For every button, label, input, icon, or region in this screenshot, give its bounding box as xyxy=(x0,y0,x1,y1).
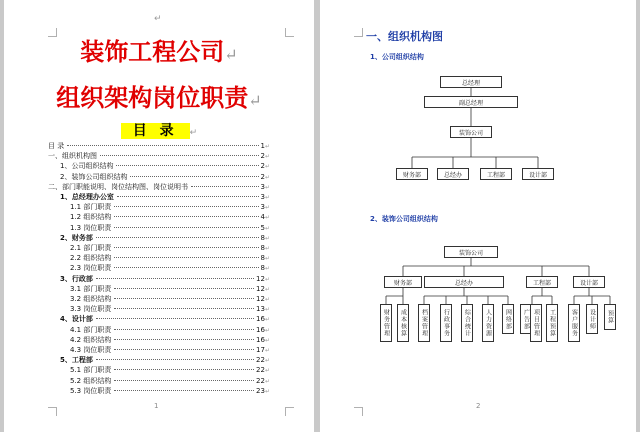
role-box: 设计师 xyxy=(586,304,598,334)
toc-entry-page: 8 xyxy=(260,264,265,273)
toc-leader-dots xyxy=(96,237,259,238)
org-box-finance: 财务部 xyxy=(396,168,428,180)
toc-entry-page: 2 xyxy=(260,152,265,161)
crop-mark xyxy=(285,407,294,416)
org-chart-connectors xyxy=(320,0,636,432)
toc-entry[interactable] xyxy=(60,161,270,171)
page-number: 2 xyxy=(476,402,481,410)
toc-entry-title: 2、装饰公司组织结构 xyxy=(60,172,128,181)
toc-leader-dots xyxy=(114,308,254,309)
paragraph-mark-icon: ↵ xyxy=(264,357,270,365)
toc-leader-dots xyxy=(114,206,258,207)
role-box: 财务管理 xyxy=(380,304,392,342)
paragraph-mark-icon: ↵ xyxy=(224,45,238,64)
paragraph-mark-icon: ↵ xyxy=(189,128,198,138)
paragraph-mark-icon: ↵ xyxy=(264,245,270,252)
paragraph-mark-icon: ↵ xyxy=(264,204,270,212)
org-box-engineering: 工程部 xyxy=(480,168,512,180)
toc-entry[interactable] xyxy=(70,284,270,294)
paragraph-mark-icon: ↵ xyxy=(264,336,270,344)
toc-entry[interactable] xyxy=(70,386,270,396)
toc-leader-dots xyxy=(114,227,258,228)
paragraph-mark-icon: ↵ xyxy=(264,214,270,222)
toc-leader-dots xyxy=(114,216,258,217)
toc-entry-page: 13 xyxy=(256,305,265,314)
toc-leader-dots xyxy=(114,380,254,381)
toc-entry[interactable] xyxy=(60,314,270,324)
toc-leader-dots xyxy=(67,145,258,146)
toc-entry-title: 1.2 组织结构 xyxy=(70,213,112,222)
toc-entry-page: 16 xyxy=(256,335,265,344)
toc-leader-dots xyxy=(114,390,254,391)
toc-entry[interactable] xyxy=(70,376,270,386)
toc-entry-title: 3.3 岗位职责 xyxy=(70,305,112,314)
org-box-design: 设计部 xyxy=(573,276,605,288)
toc-entry-title: 1.3 岗位职责 xyxy=(70,223,112,232)
org-box-general-manager: 总经理 xyxy=(440,76,502,88)
role-box: 行政事务 xyxy=(440,304,452,342)
document-page-2 xyxy=(320,0,636,432)
toc-entry[interactable] xyxy=(70,335,270,345)
toc-entry-page: 2 xyxy=(260,162,265,171)
toc-entry-title: 目 录 xyxy=(48,142,65,150)
role-box: 成本核算 xyxy=(397,304,409,342)
toc-entry-page: 4 xyxy=(260,213,265,222)
toc-entry[interactable] xyxy=(60,274,270,284)
toc-entry[interactable] xyxy=(60,233,270,243)
section-heading: 一、组织机构图 xyxy=(366,30,443,43)
toc-entry-page: 8 xyxy=(260,233,265,242)
toc-entry[interactable] xyxy=(48,141,270,151)
toc-entry-page: 12 xyxy=(256,295,265,303)
toc-leader-dots xyxy=(96,278,254,279)
org-box-decoration-company: 装饰公司 xyxy=(444,246,498,258)
paragraph-mark-icon: ↵ xyxy=(264,367,270,375)
toc-entry-page: 22 xyxy=(256,366,265,375)
role-box: 预算 xyxy=(604,304,616,330)
crop-mark xyxy=(48,407,57,416)
toc-entry-page: 2 xyxy=(260,172,265,181)
paragraph-mark-icon: ↵ xyxy=(264,224,270,232)
paragraph-mark-icon: ↵ xyxy=(264,183,270,191)
toc-leader-dots xyxy=(114,339,254,340)
paragraph-mark-icon: ↵ xyxy=(264,143,270,150)
toc-entry[interactable] xyxy=(70,202,270,212)
toc-entry[interactable] xyxy=(60,355,270,365)
toc-entry-title: 5、工程部 xyxy=(60,356,93,365)
toc-leader-dots xyxy=(114,349,254,350)
toc-leader-dots xyxy=(114,267,258,268)
toc-entry-page: 3 xyxy=(260,182,265,191)
toc-heading: 目 录 ↵ xyxy=(4,120,314,140)
org-box-engineering: 工程部 xyxy=(526,276,558,288)
paragraph-mark-icon: ↵ xyxy=(264,316,270,324)
toc-entry-page: 22 xyxy=(256,356,265,365)
toc-entry[interactable] xyxy=(48,182,270,192)
toc-entry-title: 2.3 岗位职责 xyxy=(70,264,112,273)
toc-entry-page: 17 xyxy=(256,346,265,354)
toc-leader-dots xyxy=(114,369,254,370)
toc-leader-dots xyxy=(114,329,254,330)
subsection-heading-decoration-structure: 2、装饰公司组织结构 xyxy=(370,215,438,223)
toc-entry-title: 3、行政部 xyxy=(60,274,93,283)
toc-entry-page: 8 xyxy=(260,244,265,252)
toc-entry-title: 5.3 岗位职责 xyxy=(70,386,112,395)
paragraph-mark-icon: ↵ xyxy=(264,347,270,354)
paragraph-mark-icon: ↵ xyxy=(264,377,270,385)
toc-entry-title: 4.2 组织结构 xyxy=(70,335,112,344)
paragraph-mark-icon: ↵ xyxy=(248,91,262,110)
paragraph-mark-icon: ↵ xyxy=(264,326,270,334)
toc-entry-title: 2.2 组织结构 xyxy=(70,254,112,263)
toc-entry[interactable] xyxy=(70,365,270,375)
toc-entry-title: 4.3 岗位职责 xyxy=(70,346,112,354)
toc-entry-title: 1.1 部门职责 xyxy=(70,203,112,212)
toc-entry-title: 一、组织机构图 xyxy=(48,152,97,161)
subsection-heading-company-structure: 1、公司组织结构 xyxy=(370,53,424,61)
toc-leader-dots xyxy=(100,155,259,156)
toc-entry[interactable] xyxy=(70,263,270,273)
role-box: 档案管理 xyxy=(418,304,430,342)
page-number: 1 xyxy=(154,402,159,410)
toc-entry[interactable] xyxy=(48,151,270,161)
toc-entry[interactable] xyxy=(70,304,270,314)
toc-leader-dots xyxy=(191,186,259,187)
toc-entry-title: 1、公司组织结构 xyxy=(60,162,114,171)
toc-entry-page: 12 xyxy=(256,284,265,293)
paragraph-mark-icon: ↵ xyxy=(264,163,270,171)
toc-leader-dots xyxy=(114,288,254,289)
toc-leader-dots xyxy=(116,165,258,166)
toc-leader-dots xyxy=(114,298,254,299)
document-subtitle: 组织架构岗位职责↵ xyxy=(56,83,262,112)
toc-entry-page: 23 xyxy=(256,386,265,395)
org-box-admin-office: 总经办 xyxy=(437,168,469,180)
toc-leader-dots xyxy=(130,176,258,177)
paragraph-mark-icon: ↵ xyxy=(264,275,270,283)
org-box-admin-office: 总经办 xyxy=(424,276,504,288)
toc-leader-dots xyxy=(117,196,259,197)
toc-entry-title: 4.1 部门职责 xyxy=(70,325,112,334)
toc-entry[interactable] xyxy=(70,325,270,335)
org-box-decoration-company: 装饰公司 xyxy=(450,126,492,138)
toc-entry-title: 4、设计部 xyxy=(60,315,93,324)
toc-entry-page: 5 xyxy=(260,223,265,232)
paragraph-mark-icon: ↵ xyxy=(264,234,270,242)
toc-entry[interactable] xyxy=(70,253,270,263)
toc-entry-page: 3 xyxy=(260,203,265,212)
paragraph-mark-icon: ↵ xyxy=(264,285,270,293)
toc-leader-dots xyxy=(96,318,254,319)
document-page-1 xyxy=(4,0,314,432)
toc-entry-page: 12 xyxy=(256,274,265,283)
toc-entry[interactable] xyxy=(60,192,270,202)
org-box-design: 设计部 xyxy=(522,168,554,180)
role-box: 工程预算 xyxy=(546,304,558,342)
role-box: 综合统计 xyxy=(461,304,473,342)
toc-leader-dots xyxy=(114,257,258,258)
paragraph-mark-icon: ↵ xyxy=(154,14,162,24)
toc-entry-page: 8 xyxy=(260,254,265,263)
paragraph-mark-icon: ↵ xyxy=(264,306,270,314)
role-box: 人力资源 xyxy=(482,304,494,342)
toc-entry[interactable] xyxy=(70,294,270,304)
paragraph-mark-icon: ↵ xyxy=(264,153,270,161)
org-box-finance: 财务部 xyxy=(384,276,422,288)
toc-entry[interactable] xyxy=(60,172,270,182)
toc-entry-title: 2、财务部 xyxy=(60,233,93,242)
role-box: 客户服务 xyxy=(568,304,580,342)
paragraph-mark-icon: ↵ xyxy=(264,194,270,201)
paragraph-mark-icon: ↵ xyxy=(264,255,270,263)
toc-entry-page: 3 xyxy=(260,193,265,201)
toc-leader-dots xyxy=(96,359,254,360)
toc-entry-page: 22 xyxy=(256,376,265,385)
toc-entry[interactable] xyxy=(70,243,270,253)
toc-leader-dots xyxy=(114,247,258,248)
role-box: 网络部 xyxy=(502,304,514,334)
toc-entry-page: 16 xyxy=(256,315,265,324)
org-box-deputy-manager: 副总经理 xyxy=(424,96,518,108)
paragraph-mark-icon: ↵ xyxy=(264,173,270,181)
paragraph-mark-icon: ↵ xyxy=(264,265,270,273)
toc-entry[interactable] xyxy=(70,223,270,233)
role-box: 项目管理 xyxy=(530,304,542,342)
toc-entry-page: 1 xyxy=(260,142,265,150)
toc-entry-title: 3.1 部门职责 xyxy=(70,284,112,293)
toc-entry-title: 5.1 部门职责 xyxy=(70,366,112,375)
toc-entry-title: 5.2 组织结构 xyxy=(70,376,112,385)
toc-entry[interactable] xyxy=(70,345,270,355)
paragraph-mark-icon: ↵ xyxy=(264,296,270,303)
toc-entry-title: 2.1 部门职责 xyxy=(70,244,112,252)
toc-entry[interactable] xyxy=(70,212,270,222)
document-title: 装饰工程公司↵ xyxy=(80,37,238,66)
role-box: 广告部 xyxy=(520,304,532,334)
toc-entry-title: 二、部门职能说明、岗位结构图、岗位说明书 xyxy=(48,182,188,191)
toc-entry-title: 3.2 组织结构 xyxy=(70,295,112,303)
toc-entry-title: 1、总经理办公室 xyxy=(60,193,114,201)
paragraph-mark-icon: ↵ xyxy=(264,387,270,395)
toc-entry-page: 16 xyxy=(256,325,265,334)
